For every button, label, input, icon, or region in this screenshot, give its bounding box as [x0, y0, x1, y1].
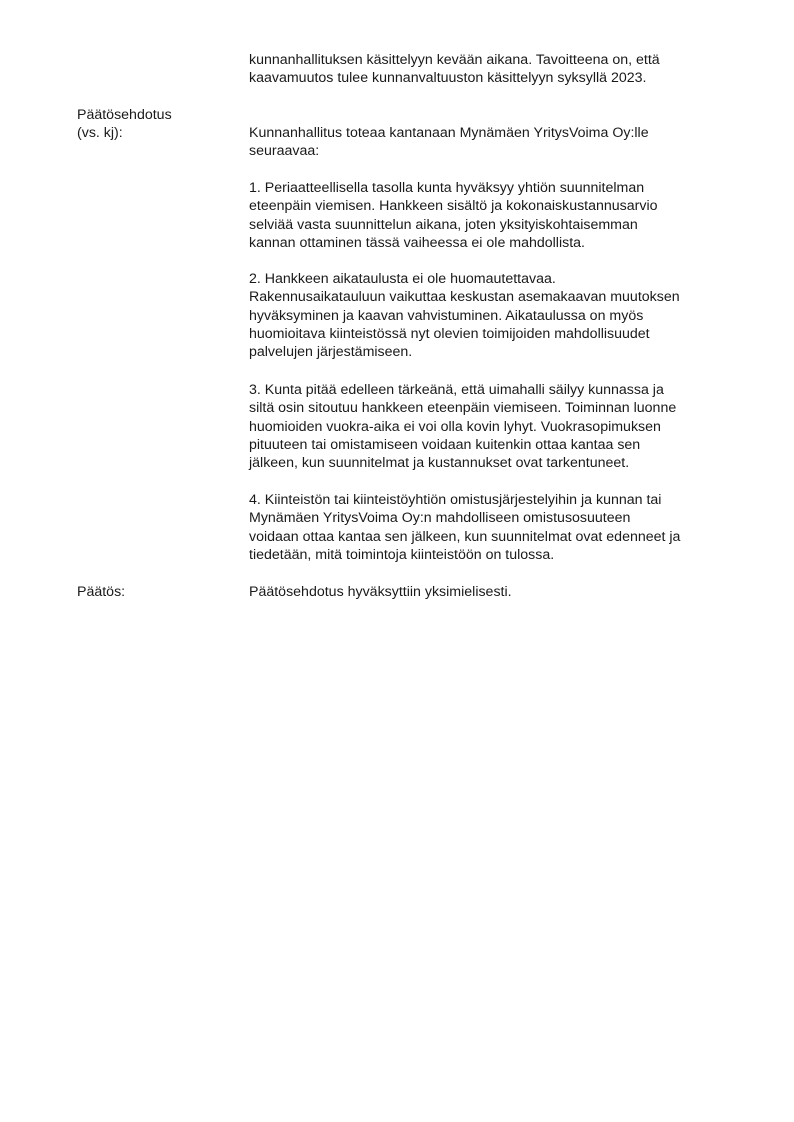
proposal-item-3: 3. Kunta pitää edelleen tärkeänä, että uimahalli säilyy kunnassa ja siltä osin sitoutuu hankkeen eteenpäin viemiseen. Toiminnan luonne huomioiden vuokra-aika ei voi olla kovin lyhyt. Vuokrasopimuksen pituuteen tai omistamiseen voidaan kuitenkin ottaa kantaa sen jälkeen, kun suunnitelmat ja kustannukset ovat tarkentuneet.	[249, 382, 677, 472]
proposal-label: Päätösehdotus (vs. kj):	[77, 107, 172, 142]
proposal-item-1: 1. Periaatteellisella tasolla kunta hyväksyy yhtiön suunnitelman eteenpäin viemisen. Hankkeen sisältö ja kokonaiskustannusarvio selviää vasta suunnittelun aikana, joten yksityiskohtaisemman kannan ottaminen tässä vaiheessa ei ole mahdollista.	[249, 180, 658, 251]
proposal-item-2: 2. Hankkeen aikataulusta ei ole huomautettavaa. Rakennusaikatauluun vaikuttaa keskustan asemakaavan muutoksen hyväksyminen ja kaavan vahvistuminen. Aikataulussa on myös huomioitava kiinteistössä nyt olevien toimijoiden mahdollisuudet palvelujen järjestämiseen.	[249, 271, 680, 361]
decision-text: Päätösehdotus hyväksyttiin yksimielisesti.	[249, 584, 512, 600]
proposal-item-4: 4. Kiinteistön tai kiinteistöyhtiön omistusjärjestelyihin ja kunnan tai Mynämäen YritysVoima Oy:n mahdolliseen omistusosuuteen voidaan ottaa kantaa sen jälkeen, kun suunnitelmat ovat edenneet ja tiedetään, mitä toimintoja kiinteistöön on tulossa.	[249, 492, 681, 563]
proposal-lead-paragraph: Kunnanhallitus toteaa kantanaan Mynämäen YritysVoima Oy:lle seuraavaa:	[249, 125, 649, 160]
decision-label: Päätös:	[77, 584, 126, 600]
intro-paragraph: kunnanhallituksen käsittelyyn kevään aikana. Tavoitteena on, että kaavamuutos tulee kunnanvaltuuston käsittelyyn syksyllä 2023.	[249, 52, 660, 87]
